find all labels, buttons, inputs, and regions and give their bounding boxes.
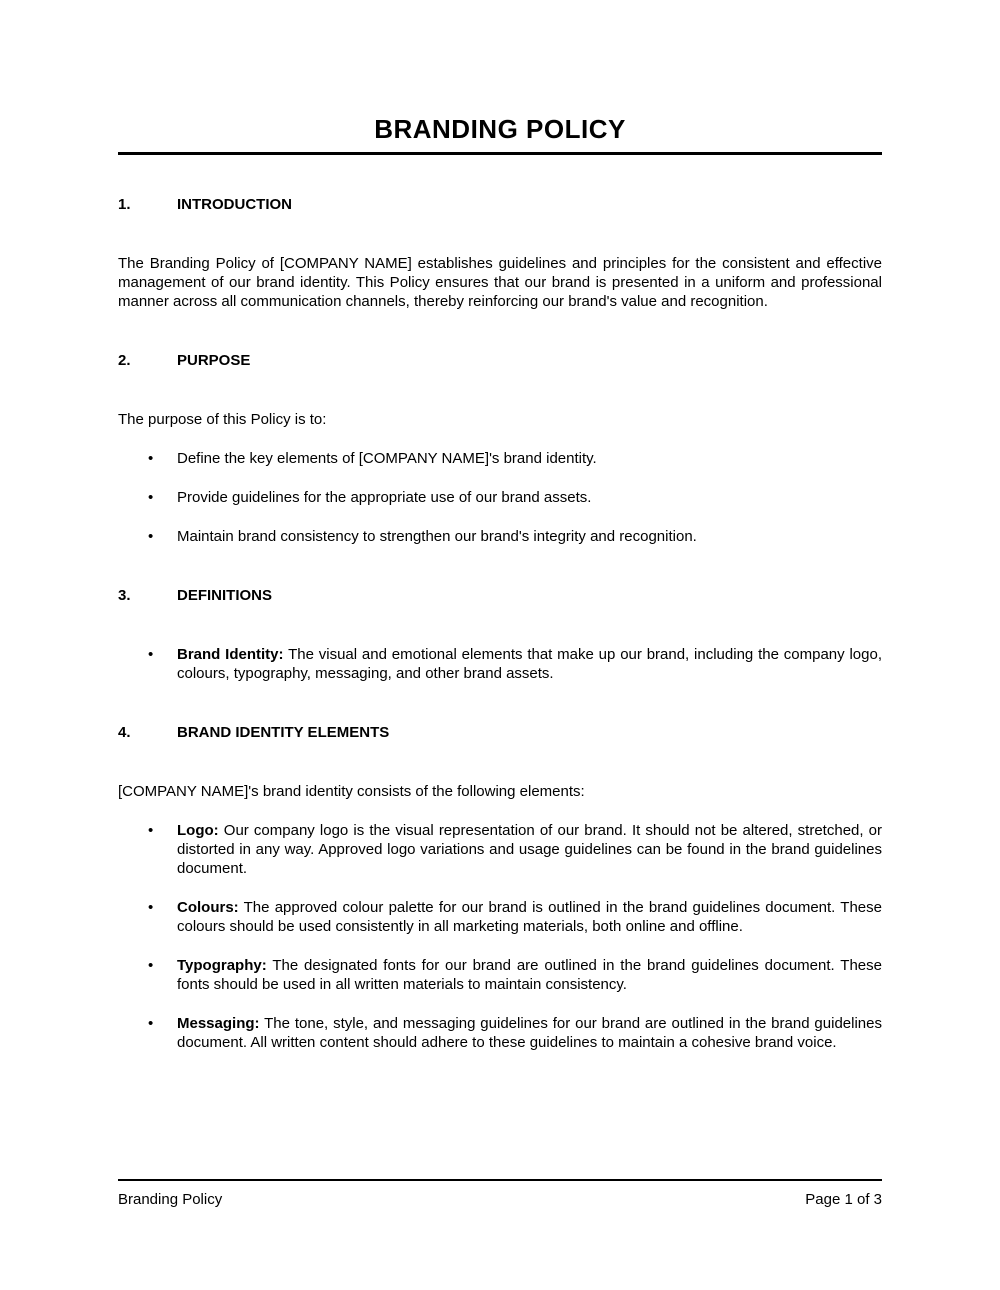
bullet-icon: • — [148, 899, 154, 916]
bullet-text: The designated fonts for our brand are outlined in the brand guidelines document. These fonts should be used in all written materials to maintain consistency. — [177, 957, 882, 993]
bullet-lead: Brand Identity: — [177, 646, 284, 663]
section-title: PURPOSE — [177, 352, 251, 369]
section-number: 4. — [118, 724, 131, 741]
bullet-text: Maintain brand consistency to strengthen our brand's integrity and recognition. — [177, 528, 697, 545]
section-paragraph: [COMPANY NAME]'s brand identity consists of the following elements: — [118, 783, 585, 800]
bullet-text: Our company logo is the visual representation of our brand. It should not be altered, stretched, or distorted in any way. Approved logo variations and usage guidelines can be found in the brand guidelines document. — [177, 822, 883, 877]
policy-section — [118, 586, 882, 683]
section-title: DEFINITIONS — [177, 587, 273, 604]
document-title: BRANDING POLICY — [374, 114, 626, 144]
section-heading — [118, 351, 882, 370]
document-body — [118, 195, 882, 1052]
bullet-icon: • — [148, 450, 154, 467]
bullet-item — [118, 898, 882, 936]
title-divider — [118, 152, 882, 155]
section-title: BRAND IDENTITY ELEMENTS — [177, 724, 390, 741]
bullet-icon: • — [148, 646, 154, 663]
bullet-lead: Typography: — [177, 957, 267, 974]
section-heading — [118, 195, 882, 214]
bullet-icon: • — [148, 489, 154, 506]
bullet-icon: • — [148, 1015, 154, 1032]
bullet-item — [118, 449, 882, 468]
bullet-text: Provide guidelines for the appropriate use of our brand assets. — [177, 489, 592, 506]
bullet-text: The approved colour palette for our brand is outlined in the brand guidelines document. These colours should be used consistently in all marketing materials, both online and offline. — [177, 899, 882, 935]
section-number: 3. — [118, 587, 131, 604]
page-footer — [118, 1179, 882, 1209]
policy-section — [118, 195, 882, 311]
bullet-lead: Logo: — [177, 822, 219, 839]
section-paragraph: The purpose of this Policy is to: — [118, 411, 327, 428]
footer-document-name: Branding Policy — [118, 1191, 223, 1208]
bullet-item — [118, 488, 882, 507]
bullet-item — [118, 527, 882, 546]
section-number: 1. — [118, 196, 131, 213]
section-heading — [118, 586, 882, 605]
policy-section — [118, 723, 882, 1052]
footer-page-number: Page 1 of 3 — [805, 1191, 882, 1208]
section-heading — [118, 723, 882, 742]
policy-section — [118, 351, 882, 546]
bullet-lead: Colours: — [177, 899, 239, 916]
bullet-icon: • — [148, 957, 154, 974]
bullet-text: The visual and emotional elements that make up our brand, including the company logo, colours, typography, messaging, and other brand assets. — [177, 646, 882, 682]
bullet-item — [118, 1014, 882, 1052]
section-title: INTRODUCTION — [177, 196, 292, 213]
bullet-lead: Messaging: — [177, 1015, 260, 1032]
bullet-icon: • — [148, 822, 154, 839]
bullet-item — [118, 956, 882, 994]
bullet-text: Define the key elements of [COMPANY NAME]'s brand identity. — [177, 450, 597, 467]
bullet-item — [118, 821, 882, 878]
bullet-icon: • — [148, 528, 154, 545]
bullet-item — [118, 645, 882, 683]
section-paragraph: The Branding Policy of [COMPANY NAME] establishes guidelines and principles for the consistent and effective management of our brand identity. This Policy ensures that our brand is presented in a uniform and professional manner across all communication channels, thereby reinforcing our brand's value and recognition. — [118, 255, 882, 310]
bullet-text: The tone, style, and messaging guidelines for our brand are outlined in the brand guidelines document. All written content should adhere to these guidelines to maintain a cohesive brand voice. — [177, 1015, 882, 1051]
section-number: 2. — [118, 352, 131, 369]
